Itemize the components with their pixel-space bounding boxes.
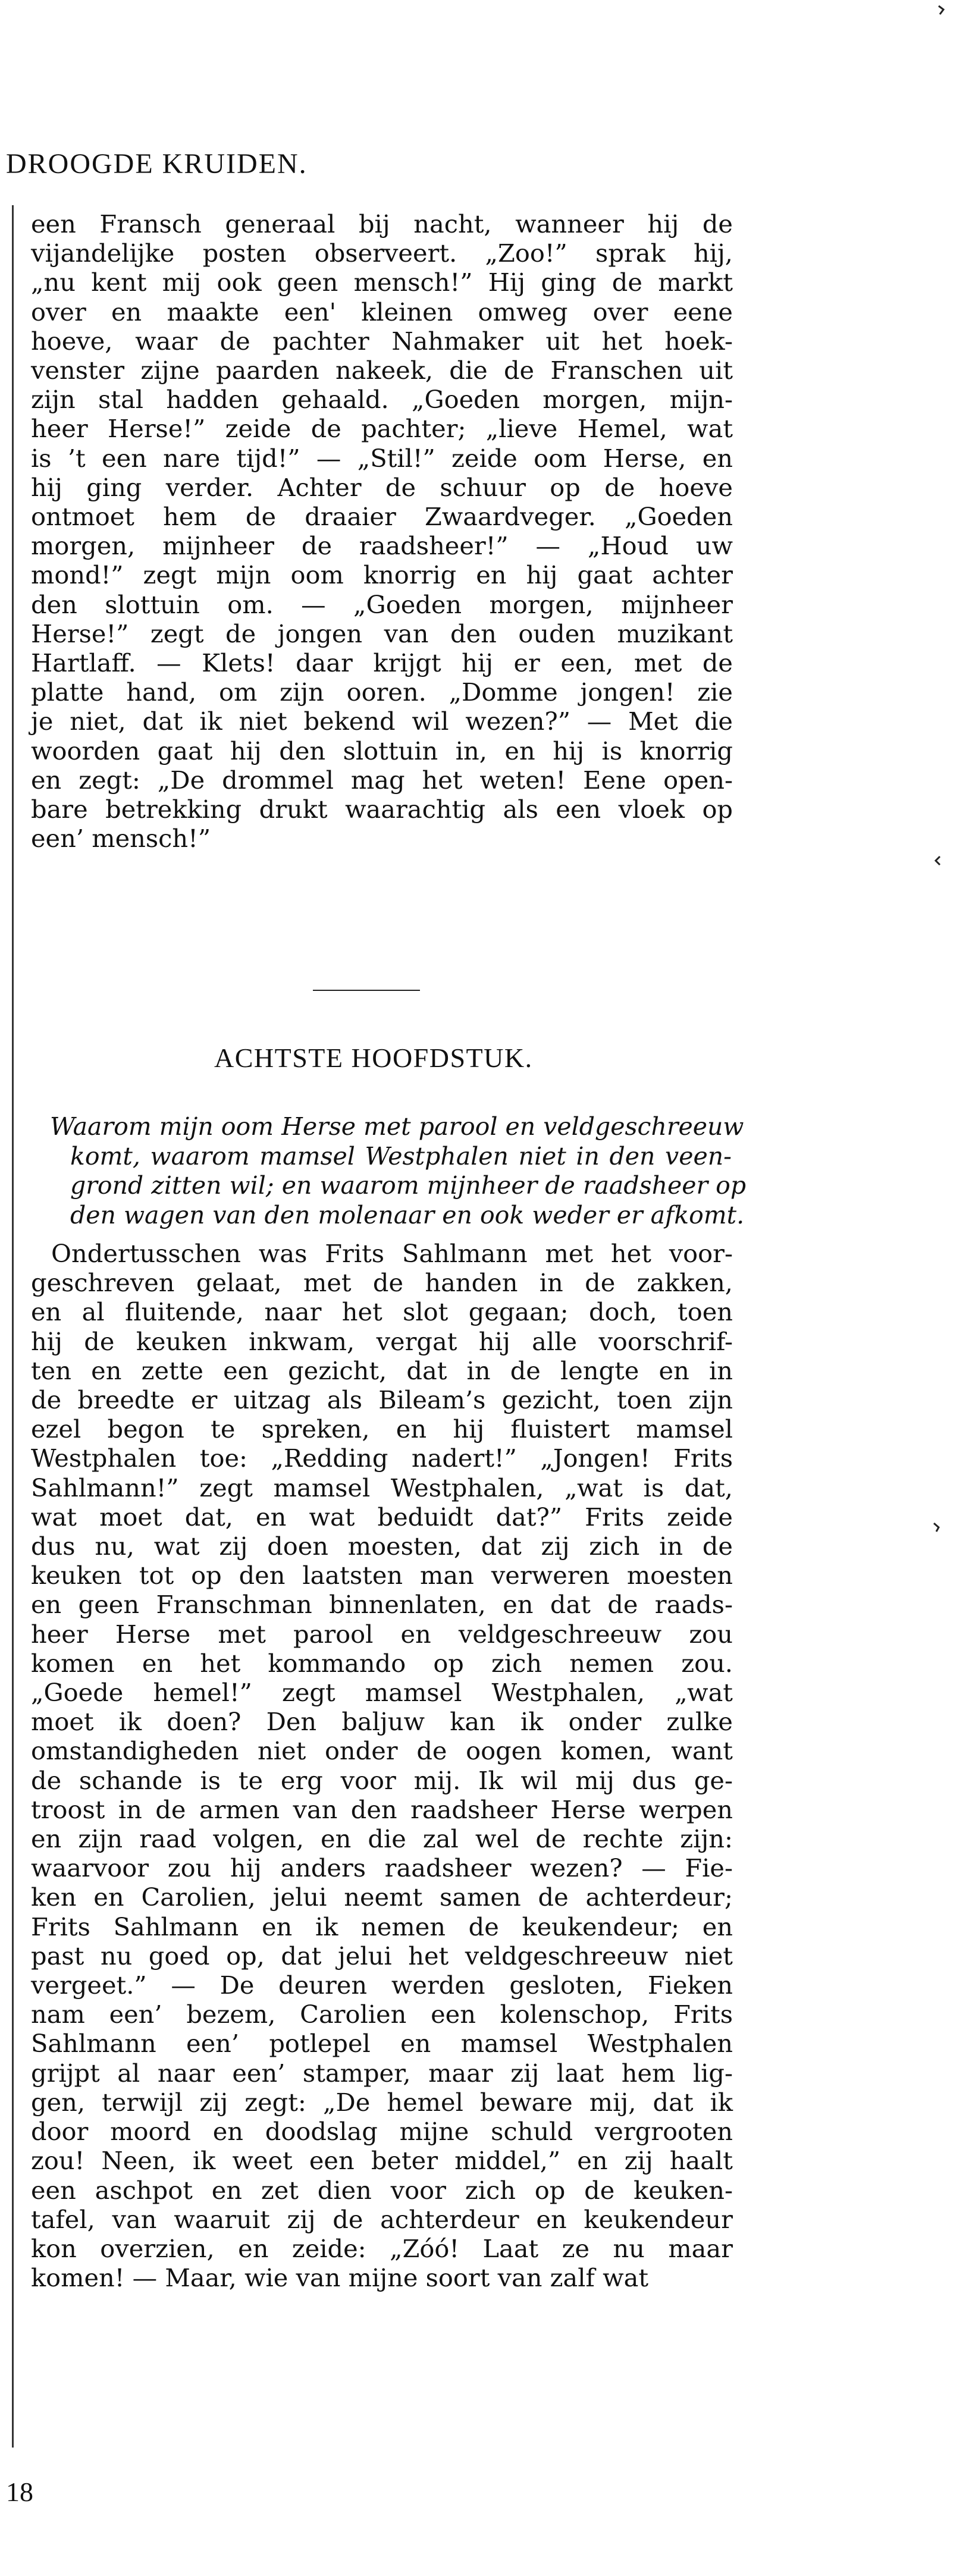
margin-mark (934, 855, 941, 866)
text-line: vijandelijke posten observeert. „Zoo!” sprak hij, (31, 239, 733, 268)
text-line: Sahlmann een’ potlepel en mamsel Westphalen (31, 2029, 733, 2059)
text-line: een Fransch generaal bij nacht, wanneer hij de (31, 209, 733, 239)
text-line: hij ging verder. Achter de schuur op de hoeve (31, 472, 733, 502)
text-line: wat moet dat, en wat beduidt dat?” Frits zeide (31, 1502, 733, 1532)
text-line: moet ik doen? Den baljuw kan ik onder zulke (31, 1707, 733, 1737)
text-line: ten en zette een gezicht, dat in de lengte en in (31, 1356, 733, 1385)
text-line: den slottuin om. — „Goeden morgen, mijnheer (31, 589, 733, 619)
text-block-lower (31, 1239, 733, 2292)
text-line: tafel, van waaruit zij de achterdeur en keukendeur (31, 2204, 733, 2234)
text-line: „Goede hemel!” zegt mamsel Westphalen, „wat (31, 1678, 733, 1708)
margin-mark (933, 1522, 940, 1533)
text-line: venster zijne paarden nakeek, die de Franschen uit (31, 356, 733, 385)
chapter-title: ACHTSTE HOOFDSTUK. (214, 1043, 533, 1073)
text-line: heer Herse met parool en veldgeschreeuw zou (31, 1619, 733, 1649)
text-line: en geen Franschman binnenlaten, en dat de raads- (31, 1590, 733, 1620)
text-line: heer Herse!” zeide de pachter; „lieve Hemel, wat (31, 414, 733, 444)
text-line: ezel begon te spreken, en hij fluistert mamsel (31, 1414, 733, 1444)
text-line: Hartlaff. — Klets! daar krijgt hij er een, met de (31, 648, 733, 678)
summary-line: grond zitten wil; en waarom mijnheer de raadsheer op (70, 1171, 747, 1200)
text-line: door moord en doodslag mijne schuld vergrooten (31, 2117, 733, 2147)
text-line: „nu kent mij ook geen mensch!” Hij ging de markt (31, 268, 733, 297)
text-line: de breedte er uitzag als Bileam’s gezicht, toen zijn (31, 1385, 733, 1415)
text-line: Westphalen toe: „Redding nadert!” „Jongen! Frits (31, 1444, 733, 1473)
text-line: zijn stal hadden gehaald. „Goeden morgen, mijn- (31, 385, 733, 415)
margin-rule (12, 205, 14, 2448)
text-line: vergeet.” — De deuren werden gesloten, Fieken (31, 1971, 733, 2000)
margin-mark (937, 5, 945, 15)
text-line: ken en Carolien, jelui neemt samen de achterdeur; (31, 1882, 733, 1912)
text-line: ontmoet hem de draaier Zwaardveger. „Goeden (31, 502, 733, 532)
text-line: en zegt: „De drommel mag het weten! Eene open- (31, 765, 733, 795)
section-separator (313, 990, 420, 991)
text-line: past nu goed op, dat jelui het veldgeschreeuw niet (31, 1941, 733, 1971)
text-line: Herse!” zegt de jongen van den ouden muzikant (31, 619, 733, 648)
text-line: zou! Neen, ik weet een beter middel,” en zij haalt (31, 2146, 733, 2176)
summary-line: Waarom mijn oom Herse met parool en veldgeschreeuw (50, 1112, 744, 1141)
text-line: Ondertusschen was Frits Sahlmann met het voor- (51, 1239, 733, 1268)
text-line: is ’t een nare tijd!” — „Stil!” zeide oom Herse, en (31, 443, 733, 473)
text-block-upper (31, 209, 733, 853)
text-line: over en maakte een' kleinen omweg over eene (31, 297, 733, 327)
text-line: nam een’ bezem, Carolien een kolenschop, Frits (31, 2000, 733, 2029)
text-line: morgen, mijnheer de raadsheer!” — „Houd uw (31, 531, 733, 561)
text-line: dus nu, wat zij doen moesten, dat zij zich in de (31, 1532, 733, 1561)
page-number: 18 (6, 2477, 33, 2507)
text-line: woorden gaat hij den slottuin in, en hij is knorrig (31, 736, 733, 765)
text-line: Frits Sahlmann en ik nemen de keukendeur; en (31, 1912, 733, 1941)
chapter-summary (50, 1112, 747, 1230)
summary-line: komt, waarom mamsel Westphalen niet in den veen- (70, 1141, 732, 1171)
text-line: komen en het kommando op zich nemen zou. (31, 1648, 733, 1678)
text-line: troost in de armen van den raadsheer Herse werpen (31, 1794, 733, 1824)
text-line: keuken tot op den laatsten man verweren moesten (31, 1561, 733, 1590)
text-line: hoeve, waar de pachter Nahmaker uit het hoek- (31, 326, 733, 356)
text-line: mond!” zegt mijn oom knorrig en hij gaat achter (31, 560, 733, 590)
text-line: een aschpot en zet dien voor zich op de keuken- (31, 2175, 733, 2205)
text-line: en zijn raad volgen, en die zal wel de rechte zijn: (31, 1824, 733, 1854)
text-line: waarvoor zou hij anders raadsheer wezen? — Fie- (31, 1853, 733, 1883)
text-line: de schande is te erg voor mij. Ik wil mij dus ge- (31, 1765, 733, 1795)
text-line: en al fluitende, naar het slot gegaan; doch, toen (31, 1297, 733, 1327)
text-line: grijpt al naar een’ stamper, maar zij laat hem lig- (31, 2058, 733, 2088)
text-line: komen! — Maar, wie van mijne soort van zalf wat (31, 2263, 649, 2293)
text-line: een’ mensch!” (31, 824, 211, 854)
running-head: DROOGDE KRUIDEN. (6, 148, 308, 180)
text-line: geschreven gelaat, met de handen in de zakken, (31, 1268, 733, 1298)
summary-line: den wagen van den molenaar en ook weder er afkomt. (70, 1200, 745, 1229)
text-line: kon overzien, en zeide: „Zóó! Laat ze nu maar (31, 2233, 733, 2263)
text-line: platte hand, om zijn ooren. „Domme jongen! zie (31, 677, 733, 707)
text-line: bare betrekking drukt waarachtig als een vloek op (31, 795, 733, 824)
text-line: gen, terwijl zij zegt: „De hemel beware mij, dat ik (31, 2087, 733, 2117)
text-line: hij de keuken inkwam, vergat hij alle voorschrif- (31, 1326, 733, 1356)
text-line: omstandigheden niet onder de oogen komen, want (31, 1736, 733, 1766)
text-line: je niet, dat ik niet bekend wil wezen?” — Met die (31, 707, 733, 736)
text-line: Sahlmann!” zegt mamsel Westphalen, „wat is dat, (31, 1473, 733, 1502)
